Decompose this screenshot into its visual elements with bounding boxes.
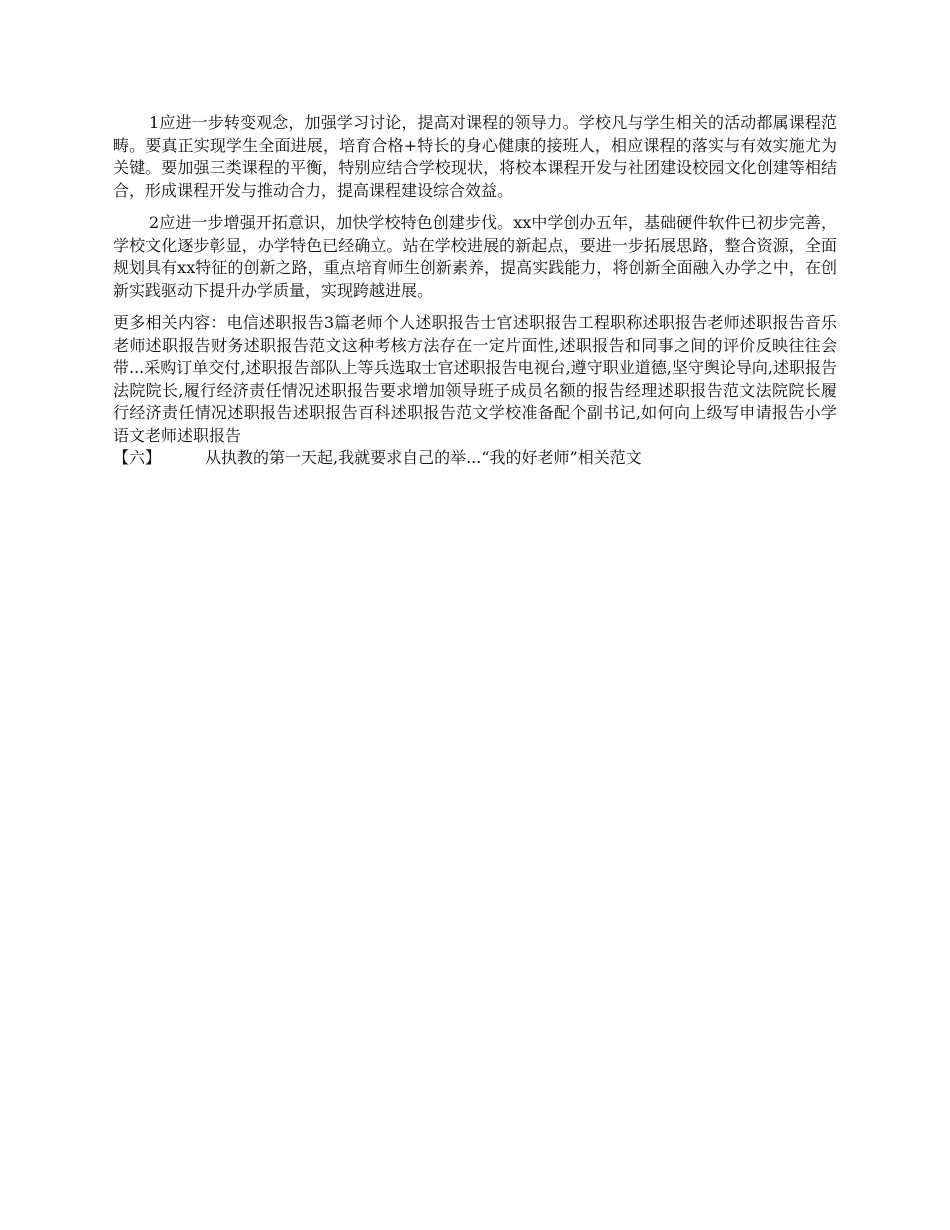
document-page — [113, 112, 837, 470]
related-article-link[interactable] — [113, 447, 837, 470]
paragraph-1: 1应进一步转变观念，加强学习讨论，提高对课程的领导力。学校凡与学生相关的活动都属课程范畴。要真正实现学生全面进展，培育合格+特长的身心健康的接班人，相应课程的落实与有效实施尤为关键。要加强三类课程的平衡，特别应结合学校现状，将校本课程开发与社团建设校园文化创建等相结合，形成课程开发与推动合力，提高课程建设综合效益。 — [113, 113, 837, 200]
section-tag: 【六】 — [113, 448, 162, 467]
paragraph-2: 2应进一步增强开拓意识，加快学校特色创建步伐。xx中学创办五年，基础硬件软件已初步完善，学校文化逐步彰显，办学特色已经确立。站在学校进展的新起点，要进一步拓展思路，整合资源，全面规划具有xx特征的创新之路，重点培育师生创新素养，提高实践能力，将创新全面融入办学之中，在创新实践驱动下提升办学质量，实现跨越进展。 — [113, 213, 837, 300]
related-article-text: 从执教的第一天起,我就要求自己的举...“我的好老师”相关范文 — [205, 448, 642, 467]
related-content: 更多相关内容：电信述职报告3篇老师个人述职报告士官述职报告工程职称述职报告老师述职报告音乐老师述职报告财务述职报告范文这种考核方法存在一定片面性,述职报告和同事之间的评价反映往往会带...采购订单交付,述职报告部队上等兵选取士官述职报告电视台,遵守职业道德,坚守舆论导向,述职报告法院院长,履行经济责任情况述职报告要求增加领导班子成员名额的报告经理述职报告范文法院院长履行经济责任情况述职报告述职报告百科述职报告范文学校准备配个副书记,如何向上级写申请报告小学语文老师述职报告 — [113, 313, 837, 445]
